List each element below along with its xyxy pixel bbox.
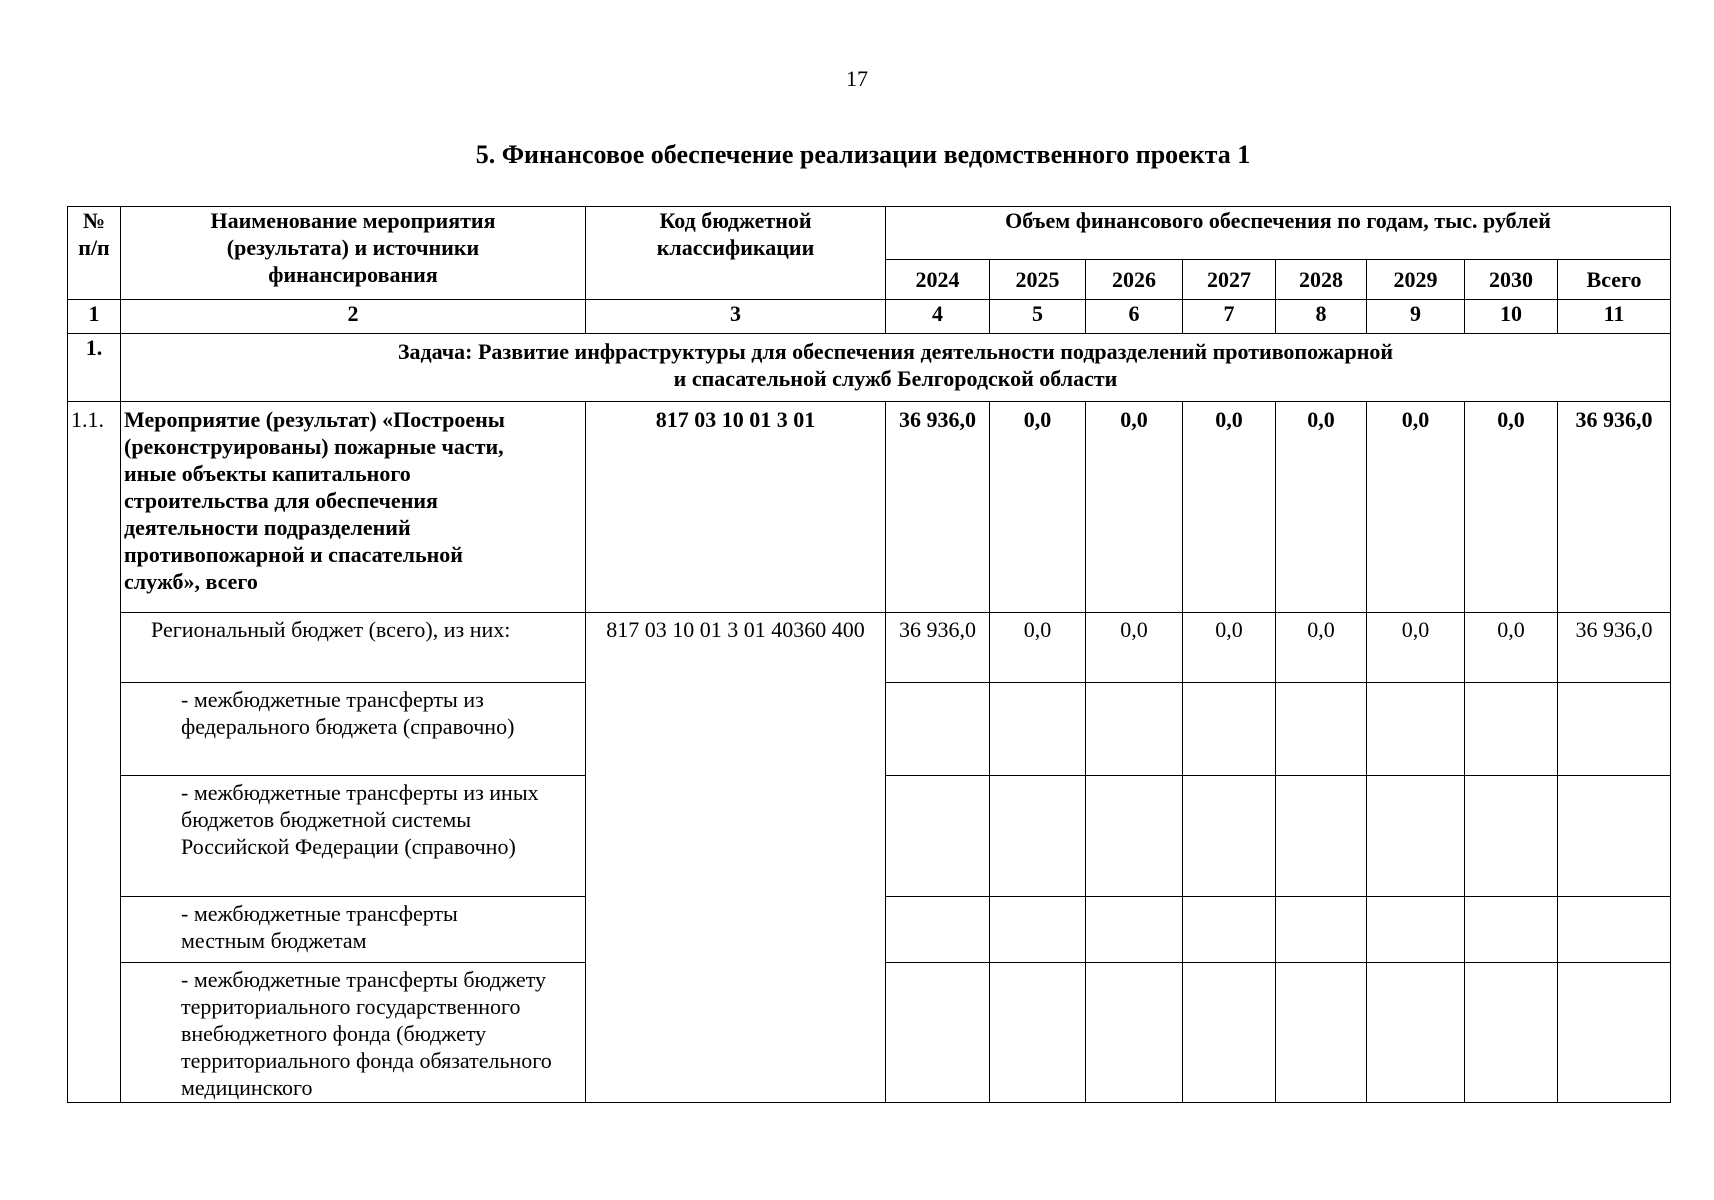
task-text-line2: и спасательной служб Белгородской области xyxy=(673,366,1118,391)
column-number: 9 xyxy=(1367,300,1465,334)
sub-row-label: - межбюджетные трансферты бюджету территориального государственного внебюджетного фонда (бюджету территориального фонда обязательного медицинского xyxy=(121,963,586,1103)
header-year-2025: 2025 xyxy=(990,260,1086,300)
task-num: 1. xyxy=(68,334,121,402)
measure-value-2025: 0,0 xyxy=(990,402,1086,613)
column-number: 1 xyxy=(68,300,121,334)
measure-name: Мероприятие (результат) «Построены (реконструированы) пожарные части, иные объекты капитального строительства для обеспечения деятельности подразделений противопожарной и спасательной служб», всего xyxy=(121,402,586,613)
header-name: Наименование мероприятия (результата) и источники финансирования xyxy=(121,207,586,300)
header-year-2026: 2026 xyxy=(1086,260,1183,300)
measure-row xyxy=(68,402,1671,613)
financing-table xyxy=(67,206,1671,1103)
regional-value-2026: 0,0 xyxy=(1086,613,1183,683)
column-number: 3 xyxy=(586,300,886,334)
regional-code: 817 03 10 01 3 01 40360 400 xyxy=(586,613,886,1103)
measure-value-total: 36 936,0 xyxy=(1558,402,1671,613)
column-number: 8 xyxy=(1276,300,1367,334)
column-number: 10 xyxy=(1465,300,1558,334)
header-code: Код бюджетной классификации xyxy=(586,207,886,300)
task-text xyxy=(121,334,1671,402)
task-text-line1: Задача: Развитие инфраструктуры для обеспечения деятельности подразделений противопожарной xyxy=(397,339,1394,364)
regional-name: Региональный бюджет (всего), из них: xyxy=(121,613,586,683)
sub-row-label: - межбюджетные трансферты из федерального бюджета (справочно) xyxy=(121,683,586,776)
regional-value-2030: 0,0 xyxy=(1465,613,1558,683)
measure-value-2027: 0,0 xyxy=(1183,402,1276,613)
measure-value-2024: 36 936,0 xyxy=(886,402,990,613)
regional-value-2024: 36 936,0 xyxy=(886,613,990,683)
measure-value-2026: 0,0 xyxy=(1086,402,1183,613)
column-number: 6 xyxy=(1086,300,1183,334)
measure-value-2028: 0,0 xyxy=(1276,402,1367,613)
regional-value-2029: 0,0 xyxy=(1367,613,1465,683)
measure-value-2030: 0,0 xyxy=(1465,402,1558,613)
measure-num: 1.1. xyxy=(68,402,121,1103)
header-volume: Объем финансового обеспечения по годам, тыс. рублей xyxy=(886,207,1671,260)
measure-code: 817 03 10 01 3 01 xyxy=(586,402,886,613)
header-year-2027: 2027 xyxy=(1183,260,1276,300)
column-number: 11 xyxy=(1558,300,1671,334)
regional-row xyxy=(68,613,1671,683)
sub-row-label: - межбюджетные трансферты местным бюджетам xyxy=(121,897,586,963)
header-year-2030: 2030 xyxy=(1465,260,1558,300)
column-number: 5 xyxy=(990,300,1086,334)
regional-value-2025: 0,0 xyxy=(990,613,1086,683)
header-row-1 xyxy=(68,207,1671,260)
regional-value-2027: 0,0 xyxy=(1183,613,1276,683)
column-number: 4 xyxy=(886,300,990,334)
sub-row-label: - межбюджетные трансферты из иных бюджетов бюджетной системы Российской Федерации (справочно) xyxy=(121,776,586,897)
measure-value-2029: 0,0 xyxy=(1367,402,1465,613)
header-year-2029: 2029 xyxy=(1367,260,1465,300)
page-number: 17 xyxy=(846,66,868,91)
header-year-2024: 2024 xyxy=(886,260,990,300)
column-number-row xyxy=(68,300,1671,334)
regional-value-2028: 0,0 xyxy=(1276,613,1367,683)
task-row xyxy=(68,334,1671,402)
header-num: № п/п xyxy=(68,207,121,300)
column-number: 7 xyxy=(1183,300,1276,334)
regional-value-total: 36 936,0 xyxy=(1558,613,1671,683)
page-title: 5. Финансовое обеспечение реализации ведомственного проекта 1 xyxy=(475,140,1251,169)
header-total: Всего xyxy=(1558,260,1671,300)
header-year-2028: 2028 xyxy=(1276,260,1367,300)
column-number: 2 xyxy=(121,300,586,334)
